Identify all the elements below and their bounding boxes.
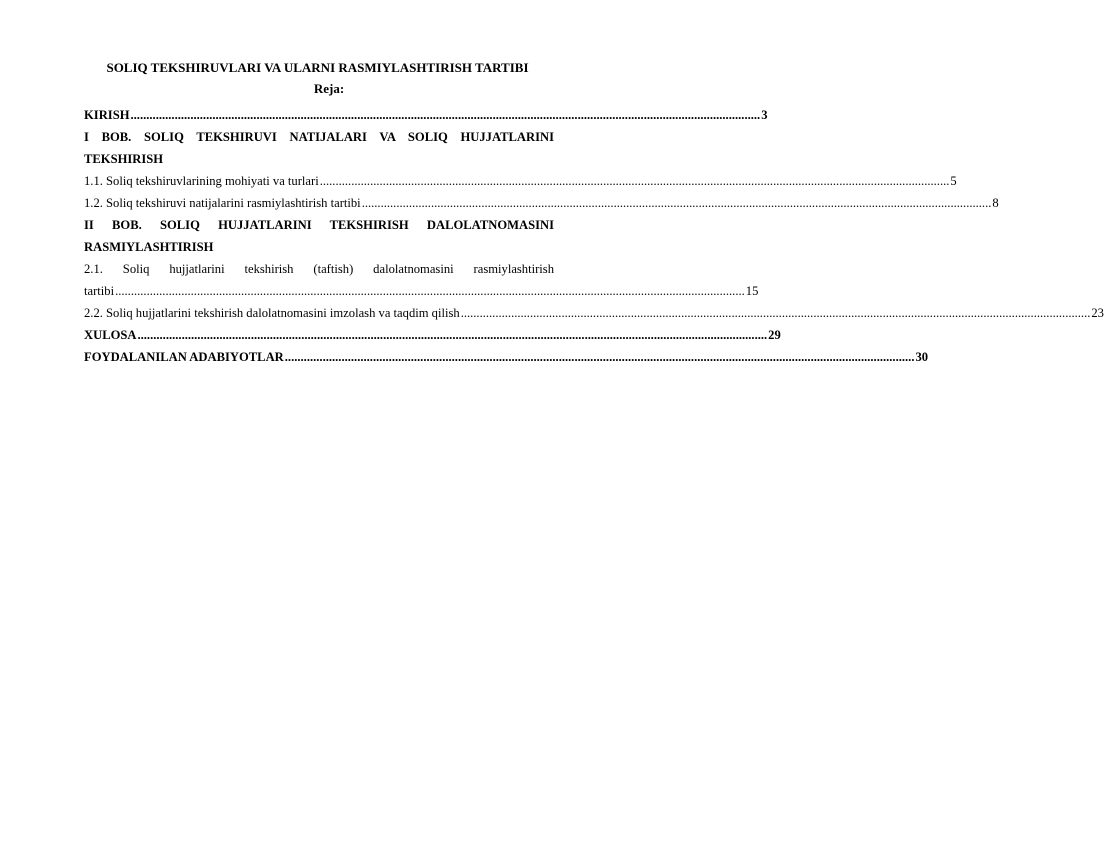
- toc-page-number: 5: [950, 174, 957, 188]
- toc-page-number: 15: [745, 284, 759, 298]
- toc-entry-2-1-title[interactable]: 2.1. Soliq hujjatlarini tekshirish (taftish) dalolatnomasini rasmiylashtirish: [84, 262, 554, 276]
- toc-chapter-2-title[interactable]: II BOB. SOLIQ HUJJATLARINI TEKSHIRISH DALOLATNOMASINI: [84, 218, 554, 232]
- plan-heading: Reja:: [313, 81, 345, 96]
- toc-entry-2-1[interactable]: [84, 280, 759, 302]
- toc-page-number: 8: [992, 196, 999, 210]
- toc-entry-label: 1.2. Soliq tekshiruvi natijalarini rasmiylashtirish tartibi: [84, 196, 361, 210]
- toc-chapter-2-title-continued[interactable]: RASMIYLASHTIRISH: [84, 240, 214, 254]
- toc-entry-kirish[interactable]: [84, 104, 768, 126]
- toc-leader-dots: ........................................................................................................................................................................................................: [137, 328, 768, 342]
- table-of-contents: [84, 104, 1104, 368]
- toc-leader-dots: ........................................................................................................................................................................................................: [115, 284, 745, 298]
- toc-leader-dots: ........................................................................................................................................................................................................: [130, 108, 761, 122]
- toc-page-number: 29: [768, 328, 781, 342]
- toc-entry-adabiyotlar[interactable]: [84, 346, 929, 368]
- toc-entry-label: XULOSA: [84, 328, 137, 342]
- toc-leader-dots: ........................................................................................................................................................................................................: [319, 174, 950, 188]
- toc-entry-label: 2.2. Soliq hujjatlarini tekshirish dalolatnomasini imzolash va taqdim qilish: [84, 306, 460, 320]
- toc-page-number: 3: [761, 108, 768, 122]
- toc-leader-dots: ........................................................................................................................................................................................................: [361, 196, 992, 210]
- toc-chapter-1-title-continued[interactable]: TEKSHIRISH: [84, 152, 164, 166]
- toc-entry-label: 1.1. Soliq tekshiruvlarining mohiyati va turlari: [84, 174, 319, 188]
- document-title: SOLIQ TEKSHIRUVLARI VA ULARNI RASMIYLASHTIRISH TARTIBI: [106, 60, 529, 75]
- toc-entry-label: FOYDALANILAN ADABIYOTLAR: [84, 350, 284, 364]
- toc-entry-2-2[interactable]: [84, 302, 1104, 324]
- toc-page-number: 23: [1091, 306, 1104, 320]
- toc-entry-1-2[interactable]: [84, 192, 999, 214]
- toc-entry-xulosa[interactable]: [84, 324, 781, 346]
- toc-page-number: 30: [915, 350, 929, 364]
- toc-leader-dots: ........................................................................................................................................................................................................: [460, 306, 1091, 320]
- toc-leader-dots: ........................................................................................................................................................................................................: [284, 350, 915, 364]
- toc-entry-label: KIRISH: [84, 108, 130, 122]
- toc-entry-1-1[interactable]: [84, 170, 957, 192]
- toc-entry-label: tartibi: [84, 284, 115, 298]
- toc-chapter-1-title[interactable]: I BOB. SOLIQ TEKSHIRUVI NATIJALARI VA SOLIQ HUJJATLARINI: [84, 130, 554, 144]
